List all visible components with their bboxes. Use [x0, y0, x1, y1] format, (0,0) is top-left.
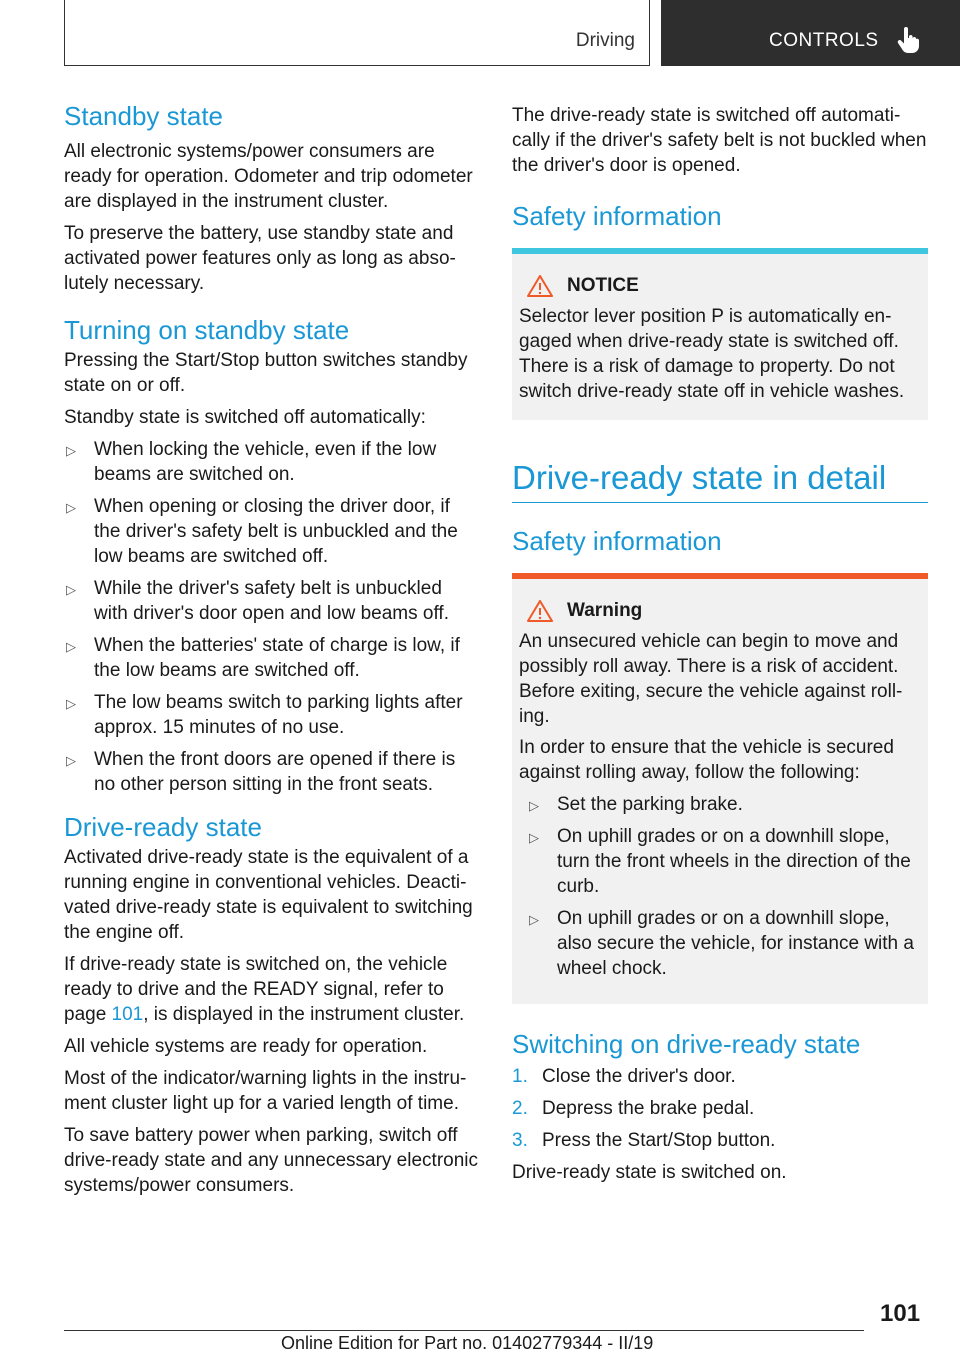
drive-ready-paragraph-2: If drive-ready state is switched on, the vehicle ready to drive and the READY signal, refer to page 101, is displayed in the instrument cluster.	[64, 954, 465, 1025]
drive-ready-detail-heading: Drive-ready state in detail	[512, 459, 887, 496]
turning-on-heading: Turning on standby state	[64, 315, 350, 345]
switching-on-steps	[512, 1064, 928, 1153]
bullet-triangle-icon: ▷	[529, 912, 539, 927]
warning-list	[519, 792, 920, 981]
switching-on-heading: Switching on drive-ready state	[512, 1029, 861, 1059]
list-item: ▷ On uphill grades or on a downhill slope, turn the front wheels in the direction of the curb.	[529, 826, 911, 897]
right-column	[512, 100, 928, 1185]
section-title: CONTROLS	[769, 30, 879, 51]
list-item: ▷ Set the parking brake.	[527, 792, 920, 817]
warning-triangle-icon	[527, 600, 553, 622]
drive-ready-heading: Drive-ready state	[64, 812, 262, 842]
notice-title: NOTICE	[519, 274, 920, 298]
switching-on-result: Drive-ready state is switched on.	[512, 1162, 787, 1183]
bullet-triangle-icon: ▷	[66, 500, 76, 515]
safety-information-heading: Safety information	[512, 201, 722, 231]
notice-box	[512, 248, 928, 420]
chapter-title: Driving	[575, 30, 635, 51]
safety-information-heading-2: Safety information	[512, 526, 722, 556]
bullet-triangle-icon: ▷	[66, 753, 76, 768]
drive-ready-intro: The drive-ready state is switched off automati‐cally if the driver's safety belt is not buckled when the driver's door is opened.	[512, 105, 927, 176]
page-reference-link[interactable]: 101	[111, 1004, 144, 1025]
turning-on-paragraph-1: Pressing the Start/Stop button switches standby state on or off.	[64, 350, 468, 396]
list-item: ▷ When the front doors are opened if there is no other person sitting in the front seats.	[66, 749, 456, 795]
list-item: ▷ When the batteries' state of charge is low, if the low beams are switched off.	[66, 635, 460, 681]
step-item: 3. Press the Start/Stop button.	[512, 1130, 776, 1151]
standby-paragraph-2: To preserve the battery, use standby state and activated power features only as long as abso‐lutely necessary.	[64, 223, 456, 294]
left-column	[64, 100, 480, 1198]
bullet-triangle-icon: ▷	[529, 798, 539, 813]
bullet-triangle-icon: ▷	[66, 639, 76, 654]
bullet-triangle-icon: ▷	[529, 830, 539, 845]
warning-triangle-icon	[527, 275, 553, 297]
warning-title: Warning	[519, 599, 920, 623]
list-item: ▷ The low beams switch to parking lights after approx. 15 minutes of no use.	[66, 692, 463, 738]
edition-footer: Online Edition for Part no. 01402779344 - II/19	[281, 1333, 654, 1353]
warning-paragraph-1: An unsecured vehicle can begin to move and possibly roll away. There is a risk of accident. Before exiting, secure the vehicle against roll‐ing.	[519, 631, 903, 727]
list-item: ▷ On uphill grades or on a downhill slope, also secure the vehicle, for instance with a wheel chock.	[529, 908, 914, 979]
page-number: 101	[880, 1300, 921, 1327]
step-item: 2. Depress the brake pedal.	[512, 1098, 755, 1119]
footer-divider	[64, 1330, 864, 1331]
step-item: 1. Close the driver's door.	[512, 1066, 736, 1087]
turning-on-paragraph-2: Standby state is switched off automatically:	[64, 407, 426, 428]
standby-paragraph-1: All electronic systems/power consumers are ready for operation. Odometer and trip odometer are displayed in the instrument cluster.	[64, 141, 473, 212]
bullet-triangle-icon: ▷	[66, 696, 76, 711]
warning-box	[512, 573, 928, 1004]
auto-off-list	[64, 437, 480, 797]
bullet-triangle-icon: ▷	[66, 443, 76, 458]
warning-paragraph-2: In order to ensure that the vehicle is secured against rolling away, follow the following:	[519, 737, 894, 783]
drive-ready-paragraph-5: To save battery power when parking, switch off drive-ready state and any unnecessary electronic systems/power consumers.	[64, 1125, 479, 1196]
bullet-triangle-icon: ▷	[66, 582, 76, 597]
list-item: ▷ While the driver's safety belt is unbuckled with driver's door open and low beams off.	[66, 578, 449, 624]
chapter-header	[64, 0, 650, 66]
notice-text: Selector lever position P is automatically en‐gaged when drive-ready state is switched off. There is a risk of damage to property. Do not switch drive-ready state off in vehicle washes.	[519, 306, 905, 402]
drive-ready-paragraph-4: Most of the indicator/warning lights in the instru‐ment cluster light up for a varied length of time.	[64, 1068, 467, 1114]
section-header	[661, 0, 960, 66]
list-item: ▷ When locking the vehicle, even if the low beams are switched on.	[66, 439, 437, 485]
pointing-hand-icon	[896, 27, 920, 53]
drive-ready-paragraph-1: Activated drive-ready state is the equivalent of a running engine in conventional vehicles. Deacti‐vated drive-ready state is equivalent to switching the engine off.	[64, 847, 473, 943]
drive-ready-paragraph-3: All vehicle systems are ready for operation.	[64, 1036, 428, 1057]
detail-heading-block	[512, 458, 928, 503]
standby-heading: Standby state	[64, 101, 223, 131]
list-item: ▷ When opening or closing the driver door, if the driver's safety belt is unbuckled and the low beams are switched off.	[66, 496, 458, 567]
